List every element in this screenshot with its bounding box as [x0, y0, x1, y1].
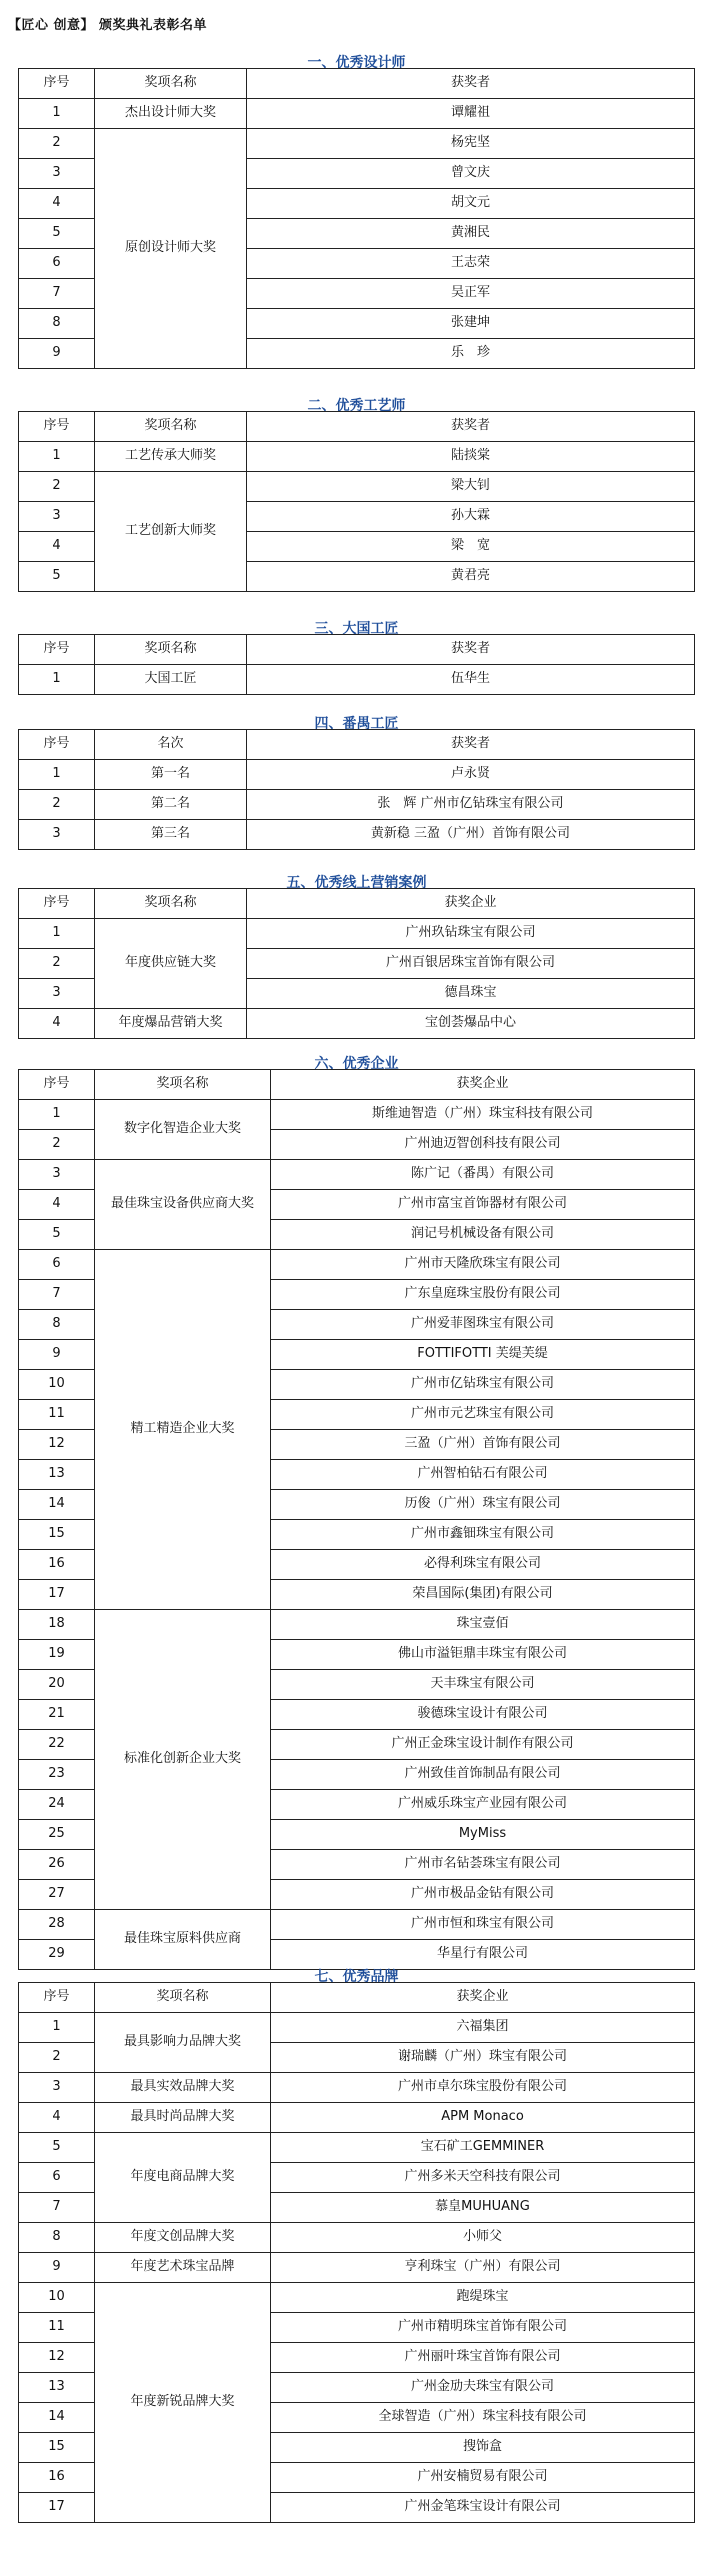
row-number: 19 — [19, 1640, 95, 1670]
row-number: 6 — [19, 1250, 95, 1280]
row-number: 5 — [19, 1220, 95, 1250]
winner: 广州市精明珠宝首饰有限公司 — [271, 2313, 695, 2343]
table-row — [19, 820, 695, 850]
winner: 宝石矿工GEMMINER — [271, 2133, 695, 2163]
row-number: 22 — [19, 1730, 95, 1760]
row-number: 16 — [19, 1550, 95, 1580]
row-number: 12 — [19, 1430, 95, 1460]
winner: 广州市卓尔珠宝股份有限公司 — [271, 2073, 695, 2103]
winner: 三盈（广州）首饰有限公司 — [271, 1430, 695, 1460]
row-number: 3 — [19, 2073, 95, 2103]
table-row — [19, 129, 695, 159]
row-number: 27 — [19, 1880, 95, 1910]
document-title: 【匠心 创意】 颁奖典礼表彰名单 — [8, 18, 208, 33]
winner: 广州市元艺珠宝有限公司 — [271, 1400, 695, 1430]
column-header: 奖项名称 — [95, 635, 247, 665]
column-header: 获奖企业 — [271, 1070, 695, 1100]
winner: 广州丽叶珠宝首饰有限公司 — [271, 2343, 695, 2373]
section-title: 六、优秀企业 — [314, 1056, 399, 1072]
row-number: 2 — [19, 949, 95, 979]
row-number: 8 — [19, 1310, 95, 1340]
section-title: 二、优秀工艺师 — [307, 398, 406, 414]
row-number: 2 — [19, 790, 95, 820]
row-number: 1 — [19, 2013, 95, 2043]
winner: 广州爱菲图珠宝有限公司 — [271, 1310, 695, 1340]
table-row — [19, 2103, 695, 2133]
winner: 德昌珠宝 — [247, 979, 695, 1009]
winner: 张 辉 广州市亿钻珠宝有限公司 — [247, 790, 695, 820]
award-name: 大国工匠 — [95, 665, 247, 695]
winner: 广州市恒和珠宝有限公司 — [271, 1910, 695, 1940]
row-number: 3 — [19, 820, 95, 850]
row-number: 12 — [19, 2343, 95, 2373]
row-number: 3 — [19, 979, 95, 1009]
winner: 六福集团 — [271, 2013, 695, 2043]
winner: 伍华生 — [247, 665, 695, 695]
winner: 杨宪坚 — [247, 129, 695, 159]
table-row — [19, 1100, 695, 1130]
row-number: 2 — [19, 472, 95, 502]
column-header: 奖项名称 — [95, 412, 247, 442]
row-number: 17 — [19, 2493, 95, 2523]
award-name: 年度文创品牌大奖 — [95, 2223, 271, 2253]
winner: 广州金劢夫珠宝有限公司 — [271, 2373, 695, 2403]
awards-table — [18, 1069, 695, 1970]
table-row — [19, 1610, 695, 1640]
winner: 乐 珍 — [247, 339, 695, 369]
table-row — [19, 760, 695, 790]
award-name: 最具实效品牌大奖 — [95, 2073, 271, 2103]
column-header: 奖项名称 — [95, 889, 247, 919]
row-number: 26 — [19, 1850, 95, 1880]
table-row — [19, 2253, 695, 2283]
row-number: 20 — [19, 1670, 95, 1700]
column-header: 获奖者 — [247, 635, 695, 665]
winner: 梁 宽 — [247, 532, 695, 562]
row-number: 21 — [19, 1700, 95, 1730]
row-number: 5 — [19, 562, 95, 592]
winner: 宝创荟爆品中心 — [247, 1009, 695, 1039]
winner: 斯维迪智造（广州）珠宝科技有限公司 — [271, 1100, 695, 1130]
section-title: 一、优秀设计师 — [307, 55, 406, 71]
table-header-row — [19, 69, 695, 99]
table-row — [19, 442, 695, 472]
award-name: 工艺创新大师奖 — [95, 472, 247, 592]
awards-table — [18, 68, 695, 369]
winner: 吴正军 — [247, 279, 695, 309]
row-number: 15 — [19, 1520, 95, 1550]
winner: 华星行有限公司 — [271, 1940, 695, 1970]
award-name: 年度电商品牌大奖 — [95, 2133, 271, 2223]
row-number: 1 — [19, 665, 95, 695]
row-number: 7 — [19, 2193, 95, 2223]
row-number: 11 — [19, 2313, 95, 2343]
winner: 广州智柏钻石有限公司 — [271, 1460, 695, 1490]
row-number: 7 — [19, 1280, 95, 1310]
table-row — [19, 665, 695, 695]
row-number: 6 — [19, 2163, 95, 2193]
table-header-row — [19, 1983, 695, 2013]
winner: 黄君亮 — [247, 562, 695, 592]
awards-table — [18, 1982, 695, 2523]
column-header: 奖项名称 — [95, 1983, 271, 2013]
row-number: 8 — [19, 309, 95, 339]
winner: FOTTIFOTTI 芙缇芙缇 — [271, 1340, 695, 1370]
winner: 广州市极品金钻有限公司 — [271, 1880, 695, 1910]
winner: 搜饰盒 — [271, 2433, 695, 2463]
row-number: 23 — [19, 1760, 95, 1790]
winner: 王志荣 — [247, 249, 695, 279]
winner: 谢瑞麟（广州）珠宝有限公司 — [271, 2043, 695, 2073]
row-number: 1 — [19, 442, 95, 472]
winner: 慕皇MUHUANG — [271, 2193, 695, 2223]
table-header-row — [19, 730, 695, 760]
row-number: 17 — [19, 1580, 95, 1610]
table-header-row — [19, 1070, 695, 1100]
row-number: 28 — [19, 1910, 95, 1940]
table-row — [19, 1160, 695, 1190]
table-row — [19, 472, 695, 502]
column-header: 奖项名称 — [95, 1070, 271, 1100]
award-name: 最具时尚品牌大奖 — [95, 2103, 271, 2133]
row-number: 8 — [19, 2223, 95, 2253]
winner: 黄湘民 — [247, 219, 695, 249]
winner: 广州市名钻荟珠宝有限公司 — [271, 1850, 695, 1880]
award-name: 杰出设计师大奖 — [95, 99, 247, 129]
awards-table — [18, 634, 695, 695]
award-name: 第二名 — [95, 790, 247, 820]
table-row — [19, 919, 695, 949]
winner: 全球智造（广州）珠宝科技有限公司 — [271, 2403, 695, 2433]
table-row — [19, 1250, 695, 1280]
winner: 珠宝壹佰 — [271, 1610, 695, 1640]
row-number: 3 — [19, 1160, 95, 1190]
winner: 小师父 — [271, 2223, 695, 2253]
winner: 广州致佳首饰制品有限公司 — [271, 1760, 695, 1790]
table-row — [19, 2013, 695, 2043]
winner: 跑缇珠宝 — [271, 2283, 695, 2313]
awards-table — [18, 411, 695, 592]
row-number: 5 — [19, 219, 95, 249]
table-row — [19, 2283, 695, 2313]
column-header: 名次 — [95, 730, 247, 760]
row-number: 1 — [19, 760, 95, 790]
column-header: 序号 — [19, 635, 95, 665]
winner: 黄新稳 三盈（广州）首饰有限公司 — [247, 820, 695, 850]
row-number: 4 — [19, 1009, 95, 1039]
row-number: 18 — [19, 1610, 95, 1640]
winner: 梁大钊 — [247, 472, 695, 502]
winner: 历俊（广州）珠宝有限公司 — [271, 1490, 695, 1520]
row-number: 4 — [19, 1190, 95, 1220]
winner: 广州市鑫钿珠宝有限公司 — [271, 1520, 695, 1550]
winner: 陆掞棠 — [247, 442, 695, 472]
winner: 广州迪迈智创科技有限公司 — [271, 1130, 695, 1160]
column-header: 获奖企业 — [271, 1983, 695, 2013]
table-header-row — [19, 412, 695, 442]
award-name: 年度艺术珠宝品牌 — [95, 2253, 271, 2283]
winner: 曾文庆 — [247, 159, 695, 189]
row-number: 9 — [19, 1340, 95, 1370]
table-row — [19, 2133, 695, 2163]
award-name: 最佳珠宝设备供应商大奖 — [95, 1160, 271, 1250]
row-number: 4 — [19, 532, 95, 562]
row-number: 1 — [19, 1100, 95, 1130]
winner: 润记号机械设备有限公司 — [271, 1220, 695, 1250]
winner: 佛山市溢钜鼎丰珠宝有限公司 — [271, 1640, 695, 1670]
row-number: 15 — [19, 2433, 95, 2463]
row-number: 1 — [19, 919, 95, 949]
row-number: 3 — [19, 159, 95, 189]
table-row — [19, 2073, 695, 2103]
award-name: 数字化智造企业大奖 — [95, 1100, 271, 1160]
award-name: 年度新锐品牌大奖 — [95, 2283, 271, 2523]
award-name: 标准化创新企业大奖 — [95, 1610, 271, 1910]
winner: 广州市天隆欣珠宝有限公司 — [271, 1250, 695, 1280]
winner: 谭耀祖 — [247, 99, 695, 129]
award-name: 最具影响力品牌大奖 — [95, 2013, 271, 2073]
awards-table — [18, 729, 695, 850]
row-number: 3 — [19, 502, 95, 532]
winner: APM Monaco — [271, 2103, 695, 2133]
column-header: 获奖者 — [247, 412, 695, 442]
winner: 亨利珠宝（广州）有限公司 — [271, 2253, 695, 2283]
row-number: 14 — [19, 2403, 95, 2433]
winner: 广州正金珠宝设计制作有限公司 — [271, 1730, 695, 1760]
winner: 广州玖钻珠宝有限公司 — [247, 919, 695, 949]
row-number: 25 — [19, 1820, 95, 1850]
column-header: 序号 — [19, 889, 95, 919]
row-number: 1 — [19, 99, 95, 129]
award-name: 最佳珠宝原料供应商 — [95, 1910, 271, 1970]
award-name: 工艺传承大师奖 — [95, 442, 247, 472]
winner: 广州威乐珠宝产业园有限公司 — [271, 1790, 695, 1820]
row-number: 9 — [19, 2253, 95, 2283]
section-title: 三、大国工匠 — [314, 621, 399, 637]
row-number: 4 — [19, 2103, 95, 2133]
row-number: 14 — [19, 1490, 95, 1520]
column-header: 获奖企业 — [247, 889, 695, 919]
table-row — [19, 790, 695, 820]
section-title: 四、番禺工匠 — [314, 716, 399, 732]
winner: 广州市富宝首饰器材有限公司 — [271, 1190, 695, 1220]
award-name: 年度供应链大奖 — [95, 919, 247, 1009]
row-number: 2 — [19, 129, 95, 159]
winner: 张建坤 — [247, 309, 695, 339]
table-row — [19, 1009, 695, 1039]
winner: 广东皇庭珠宝股份有限公司 — [271, 1280, 695, 1310]
award-name: 年度爆品营销大奖 — [95, 1009, 247, 1039]
winner: 广州金笔珠宝设计有限公司 — [271, 2493, 695, 2523]
row-number: 9 — [19, 339, 95, 369]
section-title: 五、优秀线上营销案例 — [286, 875, 427, 891]
table-row — [19, 99, 695, 129]
row-number: 29 — [19, 1940, 95, 1970]
column-header: 序号 — [19, 730, 95, 760]
column-header: 序号 — [19, 1070, 95, 1100]
winner: 必得利珠宝有限公司 — [271, 1550, 695, 1580]
column-header: 序号 — [19, 412, 95, 442]
winner: 胡文元 — [247, 189, 695, 219]
winner: 陈广记（番禺）有限公司 — [271, 1160, 695, 1190]
award-name: 精工精造企业大奖 — [95, 1250, 271, 1610]
row-number: 6 — [19, 249, 95, 279]
winner: 广州百银居珠宝首饰有限公司 — [247, 949, 695, 979]
award-name: 第一名 — [95, 760, 247, 790]
row-number: 24 — [19, 1790, 95, 1820]
winner: 骏德珠宝设计有限公司 — [271, 1700, 695, 1730]
winner: MyMiss — [271, 1820, 695, 1850]
row-number: 4 — [19, 189, 95, 219]
column-header: 获奖者 — [247, 730, 695, 760]
winner: 卢永贤 — [247, 760, 695, 790]
award-name: 原创设计师大奖 — [95, 129, 247, 369]
row-number: 7 — [19, 279, 95, 309]
row-number: 2 — [19, 1130, 95, 1160]
row-number: 2 — [19, 2043, 95, 2073]
awards-table — [18, 888, 695, 1039]
winner: 广州安楠贸易有限公司 — [271, 2463, 695, 2493]
winner: 荣昌国际(集团)有限公司 — [271, 1580, 695, 1610]
award-name: 第三名 — [95, 820, 247, 850]
winner: 天丰珠宝有限公司 — [271, 1670, 695, 1700]
winner: 孙大霖 — [247, 502, 695, 532]
row-number: 10 — [19, 1370, 95, 1400]
column-header: 奖项名称 — [95, 69, 247, 99]
winner: 广州市亿钻珠宝有限公司 — [271, 1370, 695, 1400]
row-number: 5 — [19, 2133, 95, 2163]
row-number: 10 — [19, 2283, 95, 2313]
column-header: 获奖者 — [247, 69, 695, 99]
column-header: 序号 — [19, 69, 95, 99]
winner: 广州多米天空科技有限公司 — [271, 2163, 695, 2193]
row-number: 13 — [19, 2373, 95, 2403]
row-number: 11 — [19, 1400, 95, 1430]
column-header: 序号 — [19, 1983, 95, 2013]
table-header-row — [19, 635, 695, 665]
table-row — [19, 1910, 695, 1940]
section-title: 七、优秀品牌 — [314, 1969, 399, 1985]
table-row — [19, 2223, 695, 2253]
row-number: 16 — [19, 2463, 95, 2493]
row-number: 13 — [19, 1460, 95, 1490]
table-header-row — [19, 889, 695, 919]
